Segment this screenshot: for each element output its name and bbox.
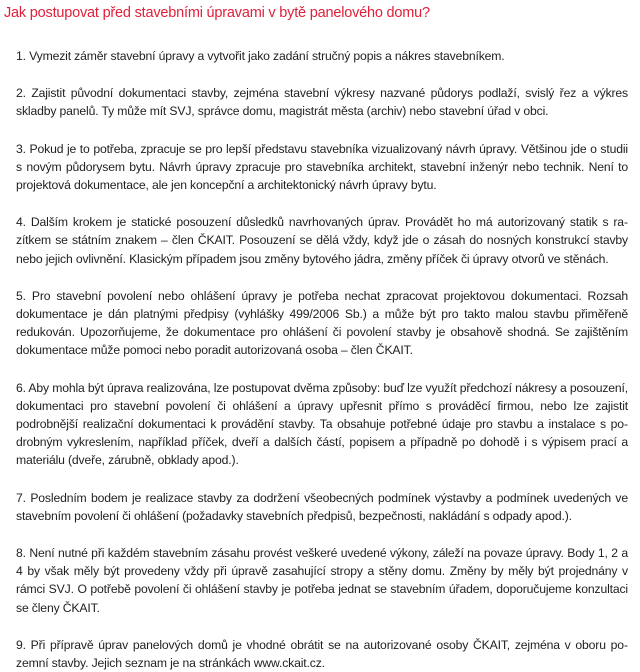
- step-6: 6. Aby mohla být úprava realizována, lze postupovat dvěma způsoby: buď lze využít předchozí nákresy a posouzení, dokumentaci pro stavební povolení či ohlášení a úpravy upřesnit přímo s prováděcí firmou, nebo lze zajistit podrobnější realizační dokumentaci k provádění stavby. Ta obsahuje potřebné údaje pro stavbu a instalace s podrobným vykreslením, například příček, dveří a dalších částí, popisem a případně po dohodě i s výpisem prací a materiálu (dveře, zárubně, obklady apod.).: [16, 380, 628, 468]
- step-4: 4. Dalším krokem je statické posouzení důsledků navrhovaných úprav. Provádět ho má autorizovaný statik s razítkem se státním znakem – člen ČKAIT. Posouzení se dělá vždy, když jde o zásah do nosných konstrukcí stavby nebo jejich ovlivnění. Klasickým případem jsou změny bytového jádra, změny příček či úpravy otvorů ve stěnách.: [16, 215, 628, 266]
- step-8: 8. Není nutné při každém stavebním zásahu provést veškeré uvedené výkony, záleží na povaze úpravy. Body 1, 2 a 4 by však měly být provedeny vždy při úpravě zasahující stropy a stěny domu. Změny by měly být projednány v rámci SVJ. O potřebě povolení či ohlášení stavby je potřeba jednat se stavebním úřadem, doporučujeme konzultaci se členy ČKAIT.: [16, 546, 628, 615]
- step-7: 7. Posledním bodem je realizace stavby za dodržení všeobecných podmínek výstavby a podmínek uvedených ve stavebním povolení či ohlášení (požadavky stavebních předpisů, bezpečnosti, nakládání s odpady apod.).: [16, 490, 628, 523]
- steps-list: [16, 47, 628, 672]
- step-3: 3. Pokud je to potřeba, zpracuje se pro lepší představu stavebníka vizualizovaný návrh úpravy. Většinou jde o studii s novým půdorysem bytu. Návrh úpravy zpracuje pro stavebníka architekt, stavební inženýr nebo technik. Není to projektová dokumentace, ale jen koncepční a architektonický návrh úpravy bytu.: [16, 141, 628, 193]
- step-2: 2. Zajistit původní dokumentaci stavby, zejména stavební výkresy nazvané půdorys podlaží, svislý řez a výkres skladby panelů. Ty může mít SVJ, správce domu, magistrát města (archiv) nebo stavební úřad v obci.: [16, 86, 628, 119]
- page-title: Jak postupovat před stavebními úpravami v bytě panelového domu?: [4, 5, 430, 21]
- step-5: 5. Pro stavební povolení nebo ohlášení úpravy je potřeba nechat zpracovat projektovou dokumentaci. Rozsah dokumentace je dán platnými předpisy (vyhlášky 499/2006 Sb.) a může být pro takto malou stavbu přiměřeně redukován. Upozorňujeme, že dokumentace pro ohlášení či povolení stavby je obsahově shodná. Se zajištěním dokumentace může pomoci nebo poradit autorizovaná osoba – člen ČKAIT.: [16, 288, 628, 358]
- step-9: 9. Při přípravě úprav panelových domů je vhodné obrátit se na autorizované osoby ČKAIT, zejména v oboru pozemní stavby. Jejich seznam je na stránkách www.ckait.cz.: [16, 637, 628, 671]
- step-1: 1. Vymezit záměr stavební úpravy a vytvořit jako zadání stručný popis a nákres stavebníkem.: [16, 49, 505, 63]
